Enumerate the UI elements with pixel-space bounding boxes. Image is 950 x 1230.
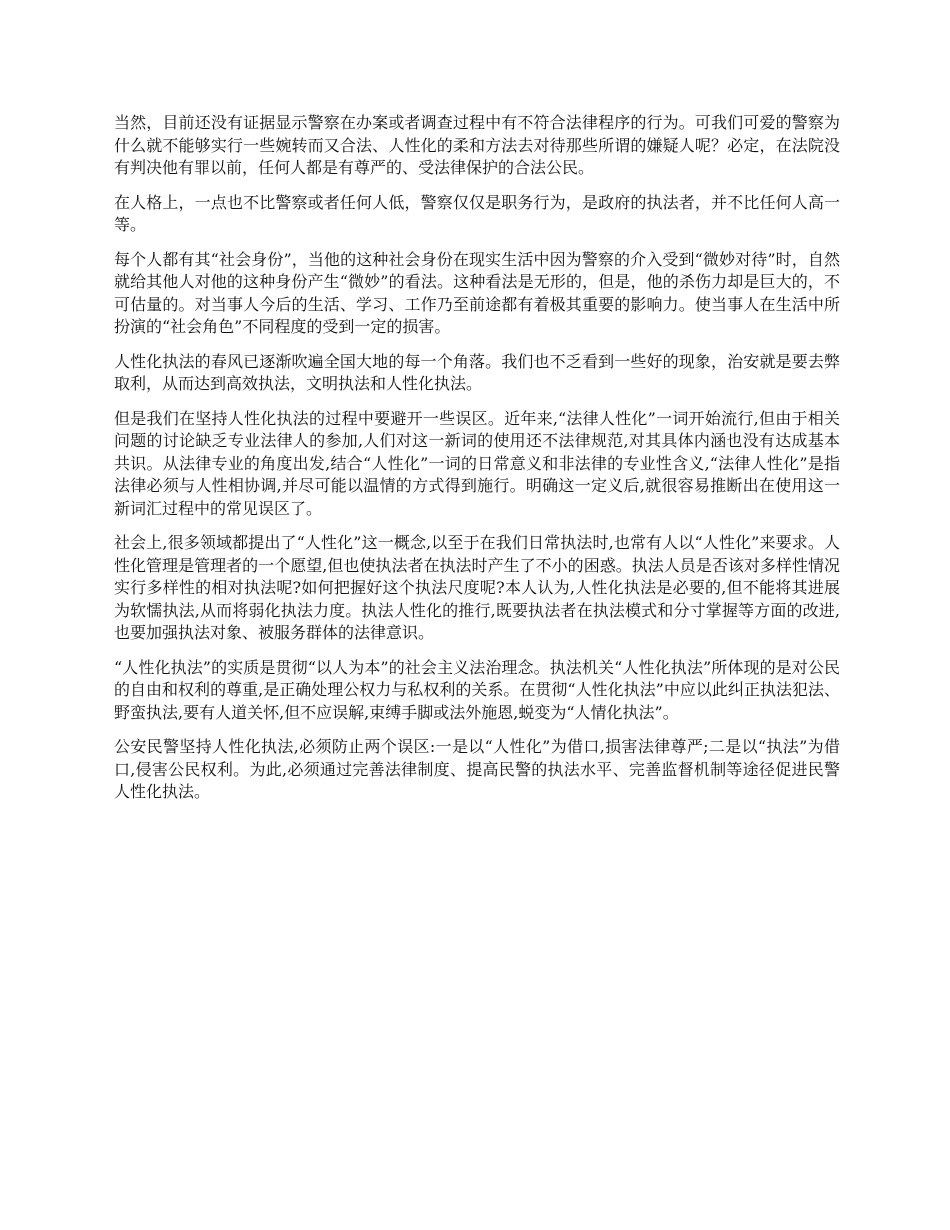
- paragraph-1: 当然，目前还没有证据显示警察在办案或者调查过程中有不符合法律程序的行为。可我们可爱的警察为什么就不能够实行一些婉转而又合法、人性化的柔和方法去对待那些所谓的嫌疑人呢？必定，在法院没有判决他有罪以前，任何人都是有尊严的、受法律保护的合法公民。: [114, 113, 840, 177]
- document-body: [114, 112, 840, 816]
- paragraph-8: 公安民警坚持人性化执法,必须防止两个误区:一是以“人性化”为借口,损害法律尊严;二是以“执法”为借口,侵害公民权利。为此,必须通过完善法律制度、提高民警的执法水平、完善监督机制等途径促进民警人性化执法。: [114, 737, 840, 801]
- paragraph-6: 社会上,很多领域都提出了“人性化”这一概念,以至于在我们日常执法时,也常有人以“人性化”来要求。人性化管理是管理者的一个愿望,但也使执法者在执法时产生了不小的困惑。执法人员是否该对多样性情况实行多样性的相对执法呢?如何把握好这个执法尺度呢?本人认为,人性化执法是必要的,但不能将其进展为软懦执法,从而将弱化执法力度。执法人性化的推行,既要执法者在执法模式和分寸掌握等方面的改进,也要加强执法对象、被服务群体的法律意识。: [114, 533, 840, 642]
- paragraph-5: 但是我们在坚持人性化执法的过程中要避开一些误区。近年来,“法律人性化”一词开始流行,但由于相关问题的讨论缺乏专业法律人的参加,人们对这一新词的使用还不法律规范,对其具体内涵也没有达成基本共识。从法律专业的角度出发,结合“人性化”一词的日常意义和非法律的专业性含义,“法律人性化”是指法律必须与人性相协调,并尽可能以温情的方式得到施行。明确这一定义后,就很容易推断出在使用这一新词汇过程中的常见误区了。: [114, 408, 840, 518]
- paragraph-4: 人性化执法的春风已逐渐吹遍全国大地的每一个角落。我们也不乏看到一些好的现象，治安就是要去弊取利，从而达到高效执法，文明执法和人性化执法。: [114, 351, 840, 393]
- paragraph-3: 每个人都有其“社会身份”，当他的这种社会身份在现实生活中因为警察的介入受到“微妙对待”时，自然就给其他人对他的这种身份产生“微妙”的看法。这种看法是无形的，但是，他的杀伤力却是巨大的，不可估量的。对当事人今后的生活、学习、工作乃至前途都有着极其重要的影响力。使当事人在生活中所扮演的“社会角色”不同程度的受到一定的损害。: [114, 249, 840, 336]
- paragraph-7: “人性化执法”的实质是贯彻“以人为本”的社会主义法治理念。执法机关“人性化执法”所体现的是对公民的自由和权利的尊重,是正确处理公权力与私权利的关系。在贯彻“人性化执法”中应以此纠正执法犯法、野蛮执法,要有人道关怀,但不应误解,束缚手脚或法外施恩,蜕变为“人情化执法”。: [114, 657, 840, 722]
- paragraph-2: 在人格上，一点也不比警察或者任何人低，警察仅仅是职务行为，是政府的执法者，并不比任何人高一等。: [114, 192, 840, 234]
